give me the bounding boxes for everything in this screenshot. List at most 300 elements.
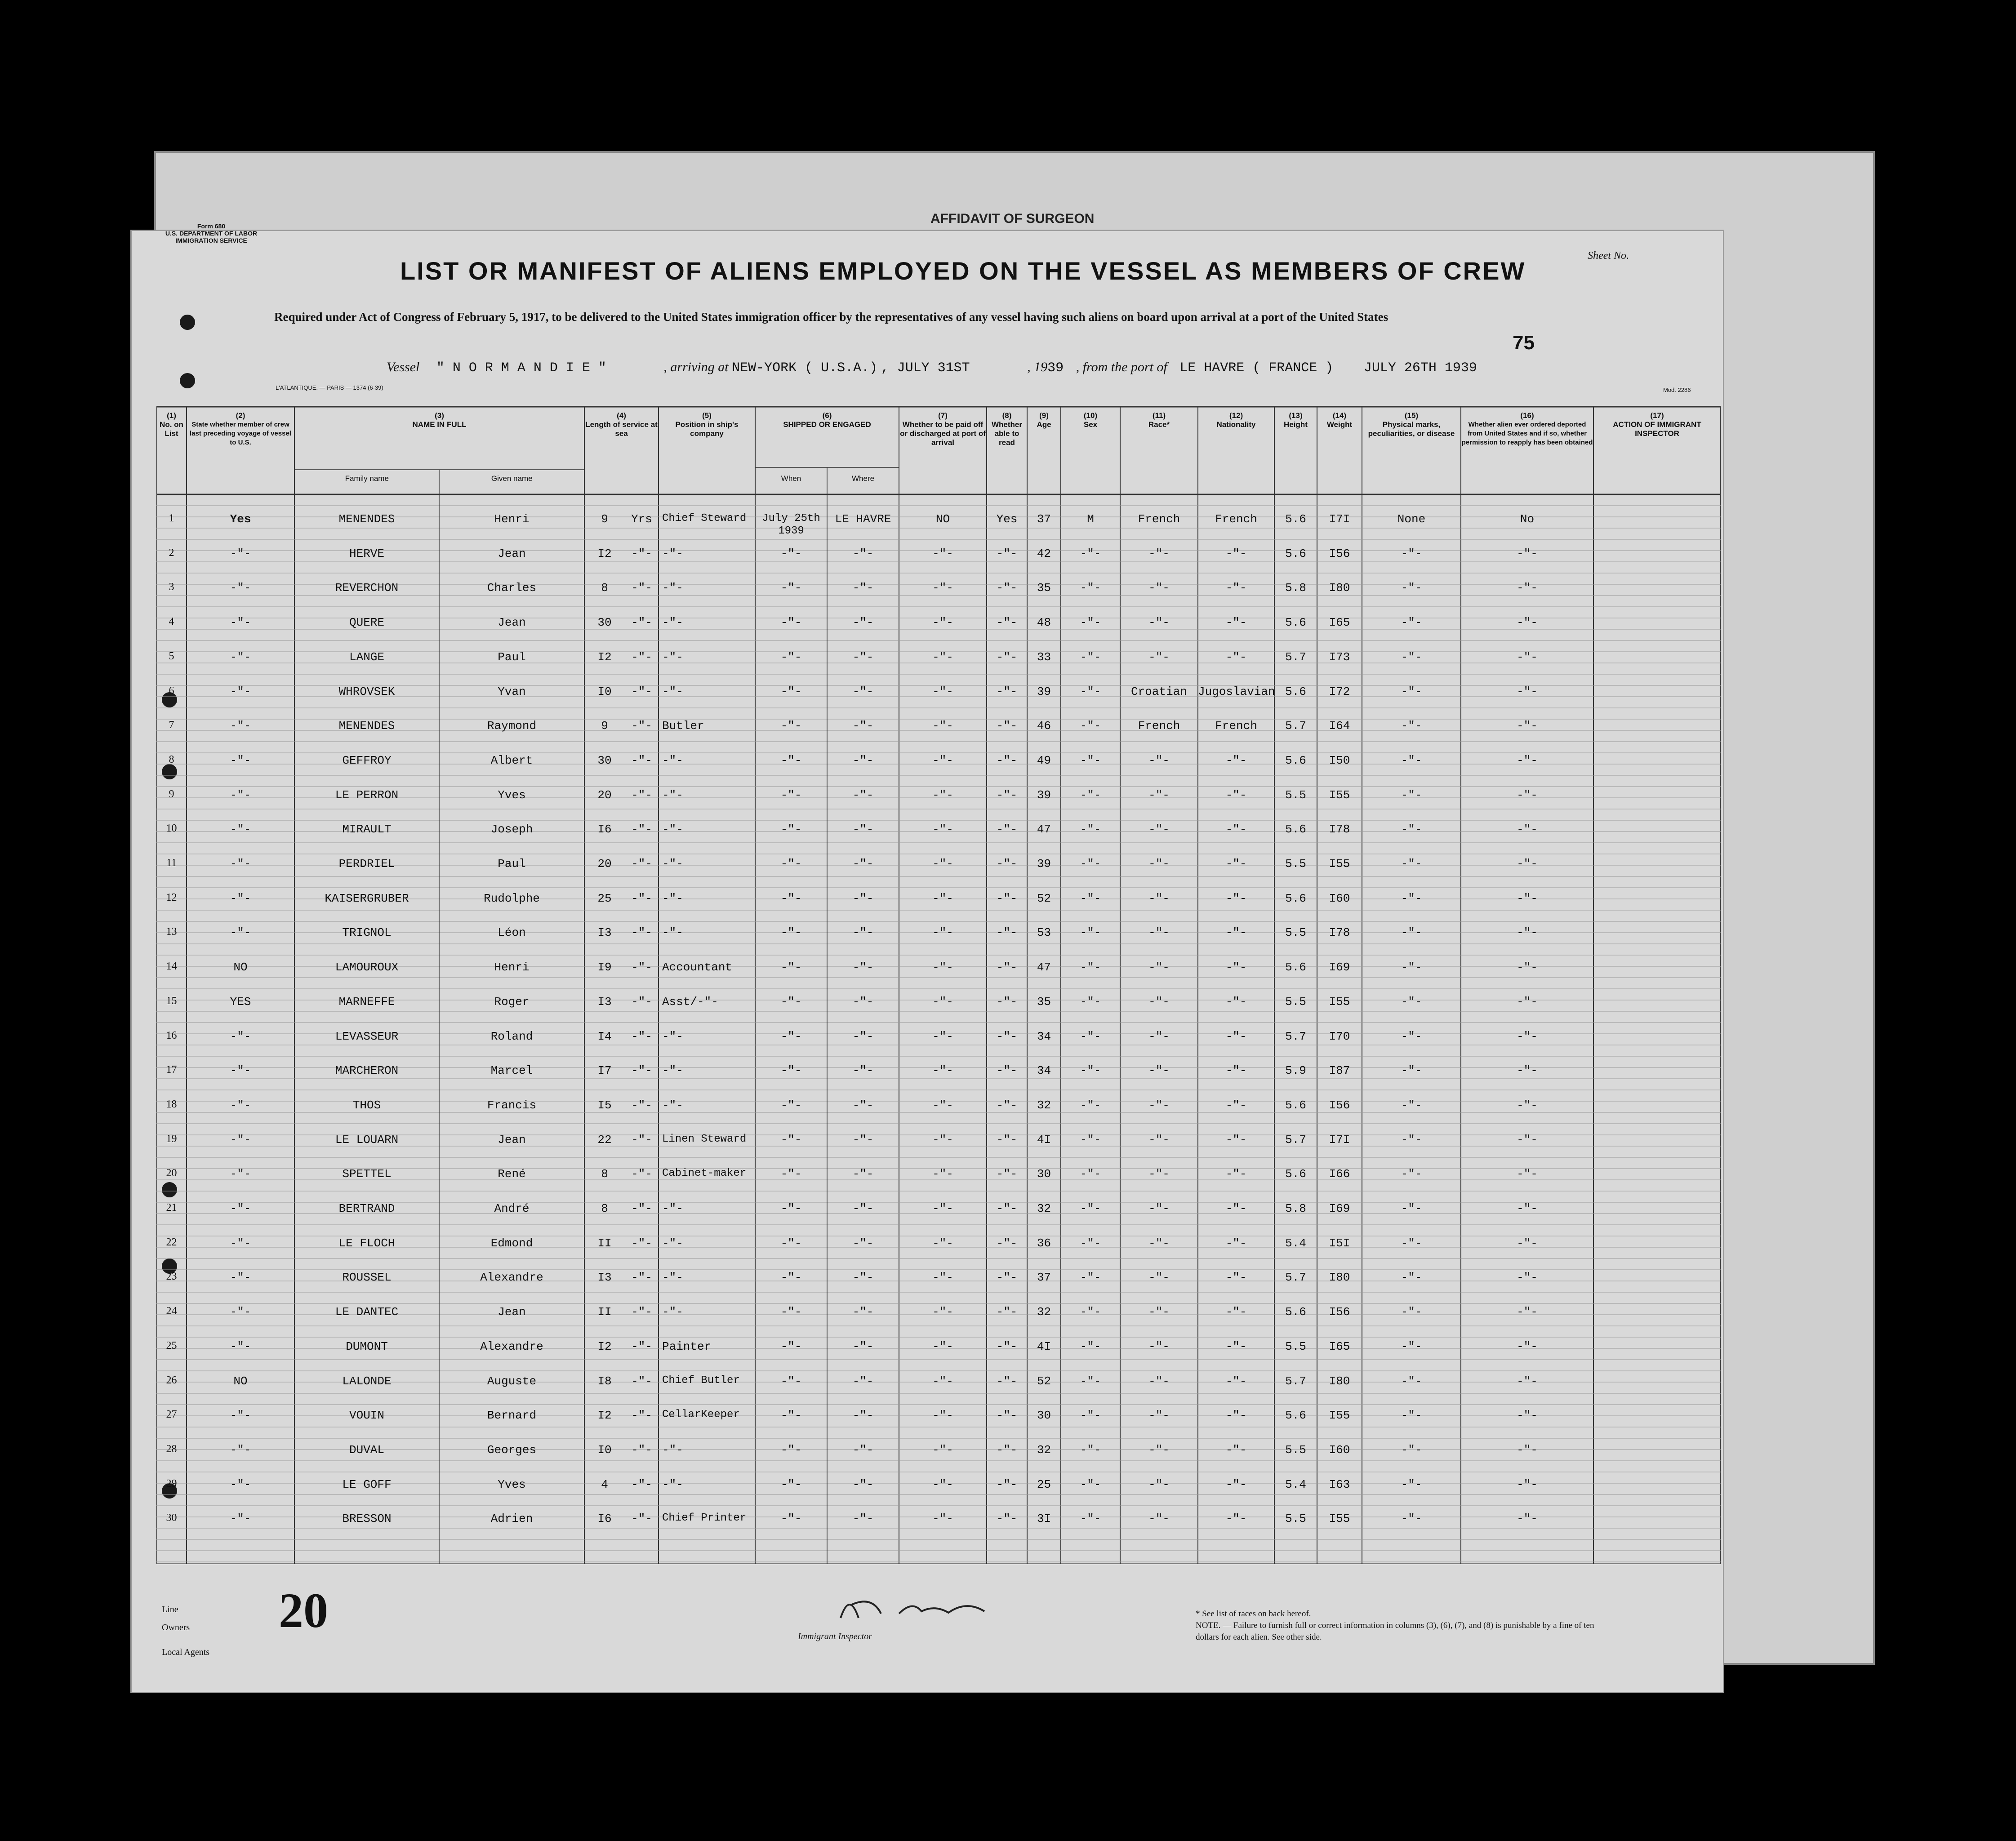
cell-marks: -"- <box>1401 823 1422 836</box>
cell-paid: -"- <box>932 1167 953 1181</box>
cell-service: I0 <box>597 685 612 698</box>
cell-prev: -"- <box>230 1029 251 1043</box>
cell-age: 53 <box>1037 926 1051 940</box>
cell-paid: -"- <box>932 891 953 905</box>
cell-paid: -"- <box>932 1133 953 1147</box>
departure-date: JULY 26TH 1939 <box>1363 360 1477 376</box>
cell-marks: -"- <box>1401 1374 1422 1388</box>
cell-sex: -"- <box>1080 547 1101 560</box>
cell-position: Accountant <box>662 961 733 974</box>
cell-given: André <box>494 1202 530 1215</box>
cell-height: 5.7 <box>1285 1029 1306 1043</box>
cell-where: -"- <box>852 1236 874 1250</box>
cell-no: 16 <box>166 1029 177 1041</box>
cell-age: 48 <box>1037 616 1051 630</box>
cell-where: -"- <box>852 650 874 664</box>
cell-given: René <box>498 1167 526 1181</box>
cell-read: -"- <box>996 961 1018 974</box>
service: IMMIGRATION SERVICE <box>175 237 247 244</box>
cell-paid: -"- <box>932 1409 953 1423</box>
cell-height: 5.5 <box>1285 788 1306 802</box>
cell-nat: -"- <box>1225 1305 1247 1319</box>
cell-no: 23 <box>166 1271 177 1283</box>
cell-given: Raymond <box>487 719 537 733</box>
column-label: Position in ship's company <box>675 420 739 438</box>
cell-family: ROUSSEL <box>342 1271 392 1285</box>
cell-race: -"- <box>1148 961 1170 974</box>
cell-prev: -"- <box>230 1133 251 1147</box>
cell-marks: -"- <box>1401 1409 1422 1423</box>
cell-when: -"- <box>780 581 802 595</box>
cell-age: 36 <box>1037 1236 1051 1250</box>
manifest-title: LIST OR MANIFEST OF ALIENS EMPLOYED ON THE VESSEL AS MEMBERS OF CREW <box>400 257 1526 285</box>
department: U.S. DEPARTMENT OF LABOR <box>165 230 258 237</box>
cell-marks: -"- <box>1401 1236 1422 1250</box>
cell-deported: -"- <box>1517 616 1538 630</box>
year-suffix: 39 <box>1047 360 1064 376</box>
cell-race: -"- <box>1148 1236 1170 1250</box>
column-header <box>187 411 294 492</box>
cell-prev: NO <box>233 1374 248 1388</box>
cell-where: -"- <box>852 857 874 871</box>
cell-svc-unit: -"- <box>631 1339 652 1353</box>
cell-paid: -"- <box>932 1098 953 1112</box>
cell-svc-unit: -"- <box>631 961 652 974</box>
cell-no: 10 <box>166 823 177 835</box>
cell-when: -"- <box>780 1512 802 1526</box>
column-label: Whether to be paid off or discharged at port of arrival <box>900 420 986 447</box>
cell-service: I3 <box>597 926 612 940</box>
cell-nat: -"- <box>1225 926 1247 940</box>
cell-position: Chief Printer <box>662 1512 747 1525</box>
cell-service: I3 <box>597 1271 612 1285</box>
cell-prev: -"- <box>230 823 251 836</box>
cell-family: VOUIN <box>349 1409 384 1423</box>
cell-nat: Jugoslavian <box>1198 685 1275 698</box>
column-number: (3) <box>435 411 444 420</box>
cell-svc-unit: -"- <box>631 1133 652 1147</box>
cell-height: 5.7 <box>1285 650 1306 664</box>
cell-where: -"- <box>852 753 874 767</box>
cell-height: 5.5 <box>1285 857 1306 871</box>
cell-nat: -"- <box>1225 753 1247 767</box>
cell-marks: -"- <box>1401 547 1422 560</box>
cell-no: 11 <box>166 857 177 869</box>
cell-marks: -"- <box>1401 685 1422 698</box>
cell-position: -"- <box>662 1236 683 1250</box>
cell-where: -"- <box>852 1512 874 1526</box>
cell-service: I0 <box>597 1443 612 1457</box>
cell-given: Roland <box>490 1029 533 1043</box>
cell-marks: -"- <box>1401 753 1422 767</box>
cell-nat: -"- <box>1225 1409 1247 1423</box>
cell-weight: I78 <box>1329 926 1350 940</box>
cell-where: -"- <box>852 891 874 905</box>
cell-height: 5.6 <box>1285 753 1306 767</box>
cell-when: -"- <box>780 753 802 767</box>
cell-no: 19 <box>166 1133 177 1145</box>
cell-race: -"- <box>1148 753 1170 767</box>
cell-read: -"- <box>996 1098 1018 1112</box>
column-header <box>156 411 187 492</box>
cell-no: 14 <box>166 961 177 973</box>
cell-weight: I66 <box>1329 1167 1350 1181</box>
cell-paid: -"- <box>932 1305 953 1319</box>
cell-sex: -"- <box>1080 719 1101 733</box>
cell-read: -"- <box>996 1443 1018 1457</box>
column-label: NAME IN FULL <box>412 420 467 429</box>
cell-family: WHROVSEK <box>338 685 395 698</box>
cell-family: QUERE <box>349 616 384 630</box>
cell-where: -"- <box>852 926 874 940</box>
cell-when: July 25th 1939 <box>762 512 820 537</box>
cell-read: -"- <box>996 1236 1018 1250</box>
cell-sex: -"- <box>1080 685 1101 698</box>
cell-read: -"- <box>996 891 1018 905</box>
cell-where: -"- <box>852 1271 874 1285</box>
punch-hole <box>180 373 195 388</box>
cell-read: -"- <box>996 1133 1018 1147</box>
column-number: (5) <box>702 411 712 420</box>
cell-age: 35 <box>1037 995 1051 1009</box>
column-number: (13) <box>1289 411 1303 420</box>
cell-sex: -"- <box>1080 823 1101 836</box>
back-sheet-title: AFFIDAVIT OF SURGEON <box>930 211 1095 226</box>
cell-sex: -"- <box>1080 1271 1101 1285</box>
cell-read: -"- <box>996 1271 1018 1285</box>
cell-paid: -"- <box>932 1477 953 1491</box>
inspector-label: Immigrant Inspector <box>798 1632 872 1641</box>
cell-deported: -"- <box>1517 788 1538 802</box>
cell-marks: -"- <box>1401 1167 1422 1181</box>
cell-race: -"- <box>1148 1477 1170 1491</box>
cell-where: -"- <box>852 1098 874 1112</box>
cell-svc-unit: -"- <box>631 650 652 664</box>
cell-race: -"- <box>1148 926 1170 940</box>
cell-height: 5.5 <box>1285 995 1306 1009</box>
cell-height: 5.4 <box>1285 1477 1306 1491</box>
cell-marks: -"- <box>1401 1098 1422 1112</box>
cell-height: 5.9 <box>1285 1064 1306 1078</box>
cell-svc-unit: -"- <box>631 995 652 1009</box>
cell-position: -"- <box>662 1064 683 1078</box>
cell-read: -"- <box>996 650 1018 664</box>
cell-when: -"- <box>780 1098 802 1112</box>
cell-nat: -"- <box>1225 1029 1247 1043</box>
cell-given: Roger <box>494 995 530 1009</box>
cell-race: -"- <box>1148 1167 1170 1181</box>
cell-paid: -"- <box>932 547 953 560</box>
column-label: No. on List <box>160 420 183 438</box>
cell-given: Marcel <box>490 1064 533 1078</box>
column-header <box>659 411 755 492</box>
cell-race: -"- <box>1148 823 1170 836</box>
cell-read: -"- <box>996 616 1018 630</box>
cell-given: Rudolphe <box>484 891 540 905</box>
cell-paid: -"- <box>932 1512 953 1526</box>
cell-sex: -"- <box>1080 961 1101 974</box>
cell-service: I5 <box>597 1098 612 1112</box>
cell-age: 30 <box>1037 1167 1051 1181</box>
cell-paid: -"- <box>932 616 953 630</box>
cell-weight: I80 <box>1329 1271 1350 1285</box>
column-header <box>1120 411 1198 492</box>
cell-service: 8 <box>601 1202 608 1215</box>
cell-no: 18 <box>166 1098 177 1110</box>
cell-marks: -"- <box>1401 1064 1422 1078</box>
year-prefix: , 19 <box>1027 360 1048 374</box>
cell-where: -"- <box>852 1029 874 1043</box>
cell-when: -"- <box>780 788 802 802</box>
race-note: * See list of races on back hereof. <box>1196 1609 1311 1619</box>
cell-height: 5.7 <box>1285 1133 1306 1147</box>
cell-when: -"- <box>780 685 802 698</box>
mod-code: Mod. 2286 <box>1663 387 1691 393</box>
cell-no: 22 <box>166 1236 177 1248</box>
cell-service: 9 <box>601 512 608 526</box>
cell-sex: -"- <box>1080 857 1101 871</box>
cell-sex: -"- <box>1080 1443 1101 1457</box>
cell-position: Chief Butler <box>662 1374 740 1387</box>
cell-height: 5.6 <box>1285 1305 1306 1319</box>
cell-sex: -"- <box>1080 1029 1101 1043</box>
cell-family: LALONDE <box>342 1374 392 1388</box>
cell-deported: -"- <box>1517 1443 1538 1457</box>
cell-no: 9 <box>169 788 174 800</box>
cell-race: -"- <box>1148 1305 1170 1319</box>
cell-read: -"- <box>996 581 1018 595</box>
footer-notes <box>1196 1608 1600 1643</box>
cell-paid: -"- <box>932 823 953 836</box>
cell-where: -"- <box>852 1339 874 1353</box>
cell-when: -"- <box>780 1409 802 1423</box>
cell-nat: -"- <box>1225 891 1247 905</box>
cell-read: -"- <box>996 1477 1018 1491</box>
cell-no: 24 <box>166 1305 177 1317</box>
cell-age: 4I <box>1037 1339 1051 1353</box>
cell-deported: -"- <box>1517 857 1538 871</box>
cell-weight: I56 <box>1329 547 1350 560</box>
cell-read: -"- <box>996 1202 1018 1215</box>
arrival-date: , JULY 31ST <box>881 360 970 376</box>
cell-nat: French <box>1215 719 1257 733</box>
cell-where: -"- <box>852 616 874 630</box>
cell-nat: French <box>1215 512 1257 526</box>
cell-service: I2 <box>597 1409 612 1423</box>
cell-height: 5.7 <box>1285 1271 1306 1285</box>
cell-position: Cabinet-maker <box>662 1167 747 1180</box>
cell-no: 2 <box>169 547 174 559</box>
cell-deported: -"- <box>1517 1477 1538 1491</box>
column-header <box>1593 411 1721 492</box>
cell-no: 30 <box>166 1512 177 1524</box>
column-subheader: Given name <box>491 474 533 483</box>
column-number: (17) <box>1650 411 1664 420</box>
cell-family: GEFFROY <box>342 753 392 767</box>
cell-where: -"- <box>852 685 874 698</box>
cell-family: LE GOFF <box>342 1477 392 1491</box>
cell-deported: -"- <box>1517 926 1538 940</box>
cell-nat: -"- <box>1225 1133 1247 1147</box>
cell-where: -"- <box>852 1133 874 1147</box>
cell-where: -"- <box>852 1477 874 1491</box>
cell-nat: -"- <box>1225 788 1247 802</box>
cell-paid: NO <box>935 512 950 526</box>
cell-prev: -"- <box>230 1064 251 1078</box>
cell-age: 32 <box>1037 1098 1051 1112</box>
cell-when: -"- <box>780 616 802 630</box>
cell-nat: -"- <box>1225 581 1247 595</box>
column-number: (2) <box>236 411 245 420</box>
cell-family: LE FLOCH <box>338 1236 395 1250</box>
column-header <box>1317 411 1362 492</box>
cell-race: French <box>1138 512 1180 526</box>
cell-race: -"- <box>1148 650 1170 664</box>
cell-position: -"- <box>662 547 683 560</box>
cell-weight: I50 <box>1329 753 1350 767</box>
cell-sex: -"- <box>1080 1305 1101 1319</box>
cell-nat: -"- <box>1225 995 1247 1009</box>
cell-service: 4 <box>601 1477 608 1491</box>
cell-service: I2 <box>597 650 612 664</box>
cell-no: 21 <box>166 1202 177 1214</box>
cell-given: Henri <box>494 961 530 974</box>
column-header <box>1274 411 1317 492</box>
cell-family: BRESSON <box>342 1512 392 1526</box>
column-label: Race* <box>1148 420 1170 429</box>
cell-deported: -"- <box>1517 1064 1538 1078</box>
cell-read: -"- <box>996 823 1018 836</box>
cell-given: Auguste <box>487 1374 537 1388</box>
cell-family: MENENDES <box>338 512 395 526</box>
cell-service: 25 <box>597 891 612 905</box>
cell-svc-unit: -"- <box>631 1443 652 1457</box>
cell-read: -"- <box>996 1167 1018 1181</box>
cell-nat: -"- <box>1225 961 1247 974</box>
column-header <box>899 411 987 492</box>
cell-given: Francis <box>487 1098 537 1112</box>
cell-marks: -"- <box>1401 1202 1422 1215</box>
cell-given: Yvan <box>498 685 526 698</box>
cell-nat: -"- <box>1225 1098 1247 1112</box>
cell-height: 5.5 <box>1285 1512 1306 1526</box>
cell-deported: -"- <box>1517 1305 1538 1319</box>
sheet-no-label: Sheet No. <box>1588 250 1629 262</box>
cell-svc-unit: -"- <box>631 753 652 767</box>
cell-deported: -"- <box>1517 1098 1538 1112</box>
cell-height: 5.6 <box>1285 1167 1306 1181</box>
cell-sex: -"- <box>1080 1202 1101 1215</box>
cell-marks: -"- <box>1401 1477 1422 1491</box>
cell-height: 5.6 <box>1285 512 1306 526</box>
cell-height: 5.5 <box>1285 1443 1306 1457</box>
cell-race: -"- <box>1148 788 1170 802</box>
cell-sex: -"- <box>1080 1374 1101 1388</box>
cell-when: -"- <box>780 719 802 733</box>
agents-label: Local Agents <box>162 1647 210 1657</box>
cell-weight: I64 <box>1329 719 1350 733</box>
cell-sex: -"- <box>1080 616 1101 630</box>
cell-sex: -"- <box>1080 1409 1101 1423</box>
cell-deported: -"- <box>1517 547 1538 560</box>
vessel-line <box>387 360 1645 376</box>
cell-paid: -"- <box>932 1339 953 1353</box>
cell-height: 5.8 <box>1285 581 1306 595</box>
column-label: Length of service at sea <box>585 420 658 438</box>
cell-read: -"- <box>996 926 1018 940</box>
form-id-block <box>139 222 283 244</box>
cell-weight: I63 <box>1329 1477 1350 1491</box>
cell-race: -"- <box>1148 1098 1170 1112</box>
cell-svc-unit: -"- <box>631 788 652 802</box>
cell-service: 30 <box>597 753 612 767</box>
column-number: (15) <box>1404 411 1419 420</box>
cell-position: -"- <box>662 926 683 940</box>
cell-marks: -"- <box>1401 1339 1422 1353</box>
cell-weight: I60 <box>1329 1443 1350 1457</box>
cell-svc-unit: -"- <box>631 823 652 836</box>
cell-when: -"- <box>780 547 802 560</box>
cell-where: -"- <box>852 547 874 560</box>
cell-prev: YES <box>230 995 251 1009</box>
cell-height: 5.6 <box>1285 685 1306 698</box>
cell-given: Jean <box>498 1133 526 1147</box>
cell-sex: -"- <box>1080 581 1101 595</box>
cell-age: 39 <box>1037 685 1051 698</box>
cell-position: -"- <box>662 753 683 767</box>
cell-family: HERVE <box>349 547 384 560</box>
cell-when: -"- <box>780 995 802 1009</box>
cell-prev: -"- <box>230 788 251 802</box>
cell-deported: -"- <box>1517 1202 1538 1215</box>
cell-sex: -"- <box>1080 1098 1101 1112</box>
cell-svc-unit: -"- <box>631 1236 652 1250</box>
cell-age: 32 <box>1037 1305 1051 1319</box>
cell-marks: -"- <box>1401 1133 1422 1147</box>
cell-prev: -"- <box>230 1167 251 1181</box>
cell-read: -"- <box>996 1029 1018 1043</box>
from-port-label: , from the port of <box>1076 360 1167 374</box>
cell-weight: I69 <box>1329 1202 1350 1215</box>
cell-position: -"- <box>662 1443 683 1457</box>
cell-weight: I5I <box>1329 1236 1350 1250</box>
cell-nat: -"- <box>1225 1064 1247 1078</box>
cell-deported: -"- <box>1517 1409 1538 1423</box>
cell-deported: -"- <box>1517 995 1538 1009</box>
cell-paid: -"- <box>932 650 953 664</box>
cell-read: Yes <box>996 512 1018 526</box>
line-label: Line <box>162 1605 178 1614</box>
cell-no: 13 <box>166 926 177 938</box>
cell-deported: No <box>1520 512 1535 526</box>
cell-given: Albert <box>490 753 533 767</box>
column-header <box>1198 411 1274 492</box>
cell-deported: -"- <box>1517 1167 1538 1181</box>
column-header <box>987 411 1027 492</box>
cell-marks: -"- <box>1401 1029 1422 1043</box>
column-number: (11) <box>1152 411 1166 420</box>
cell-paid: -"- <box>932 788 953 802</box>
cell-svc-unit: -"- <box>631 1409 652 1423</box>
cell-when: -"- <box>780 1443 802 1457</box>
cell-deported: -"- <box>1517 1512 1538 1526</box>
column-header <box>1027 411 1061 492</box>
cell-prev: -"- <box>230 891 251 905</box>
cell-service: 8 <box>601 581 608 595</box>
cell-where: -"- <box>852 961 874 974</box>
cell-when: -"- <box>780 961 802 974</box>
cell-family: LANGE <box>349 650 384 664</box>
